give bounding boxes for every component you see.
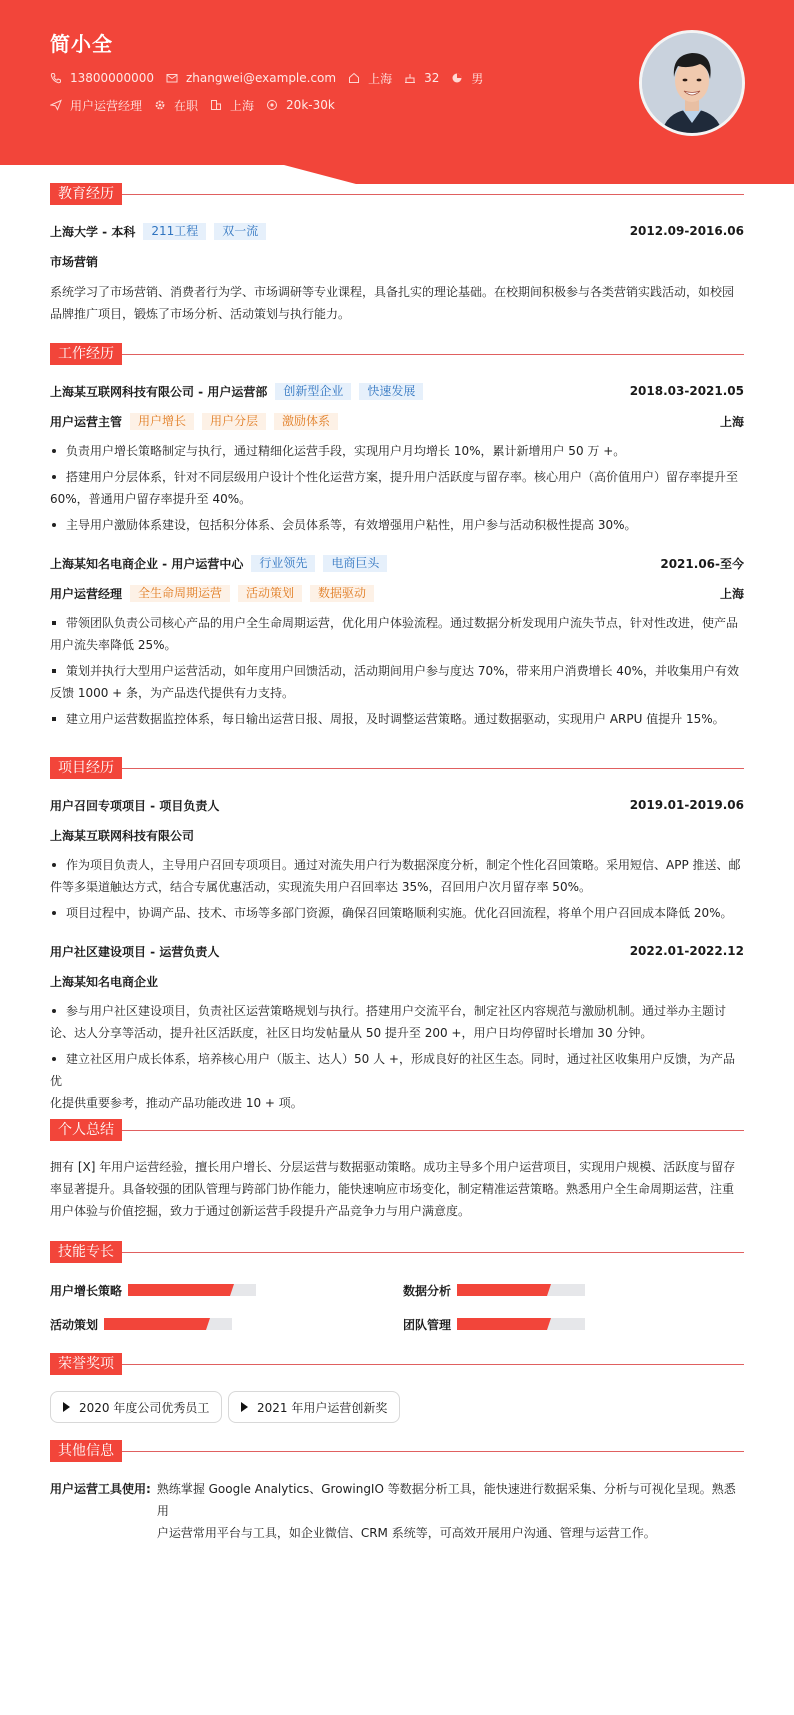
- phone-icon: [50, 72, 62, 84]
- avatar-photo: [642, 33, 742, 133]
- project-name: 用户召回专项项目 - 项目负责人: [50, 798, 220, 813]
- status-text: 在职: [174, 98, 199, 113]
- company-tag: 创新型企业: [275, 383, 351, 400]
- award-item: [228, 1391, 400, 1423]
- age-item: [404, 70, 439, 86]
- project-company: 上海某知名电商企业: [50, 974, 159, 989]
- phone-item: [50, 70, 154, 86]
- section-divider: [122, 1252, 744, 1253]
- project-row: [50, 942, 744, 960]
- section-header: [50, 1241, 744, 1263]
- award-item: [50, 1391, 222, 1423]
- role-tag: 激励体系: [274, 413, 338, 430]
- skill-bar: [104, 1318, 232, 1330]
- resume-header: [0, 0, 794, 184]
- role-tag: 数据驱动: [310, 585, 374, 602]
- summary-text: [50, 1156, 744, 1222]
- education-date: 2012.09-2016.06: [629, 224, 744, 238]
- project-name: 用户社区建设项目 - 运营负责人: [50, 944, 220, 959]
- role-tag: 活动策划: [238, 585, 302, 602]
- school-tag: 211工程: [143, 223, 206, 240]
- section-divider: [122, 1364, 744, 1365]
- job-date: 2021.06-至今: [660, 556, 744, 571]
- send-icon: [50, 99, 62, 111]
- skill-label: 活动策划: [50, 1317, 99, 1332]
- desc-line: 系统学习了市场营销、消费者行为学、市场调研等专业课程，具备扎实的理论基础。在校期间积极参与各类营销实践活动，如校园: [50, 285, 735, 299]
- company-name: 上海某互联网科技有限公司 - 用户运营部: [50, 384, 268, 399]
- job-city: 上海: [719, 414, 744, 429]
- job-company-row: [50, 554, 744, 572]
- job-bullet: 带领团队负责公司核心产品的用户全生命周期运营，优化用户体验流程。通过数据分析发现用户流失节点，针对性改进，使产品 用户流失率降低 25%。: [50, 616, 739, 652]
- section-header: [50, 757, 744, 779]
- building-icon: [210, 99, 222, 111]
- section-title: 个人总结: [50, 1119, 122, 1141]
- other-info-item: [50, 1478, 744, 1544]
- section-title: 荣誉奖项: [50, 1353, 122, 1375]
- section-divider: [122, 1451, 744, 1452]
- status-item: [154, 97, 198, 113]
- mail-icon: [166, 72, 178, 84]
- section-header: [50, 1440, 744, 1462]
- skill-item: [403, 1317, 585, 1331]
- education-row: [50, 222, 744, 240]
- contact-row: [50, 70, 495, 86]
- play-triangle-icon: [63, 1402, 70, 1412]
- section-title: 其他信息: [50, 1440, 122, 1462]
- skill-item: [403, 1283, 585, 1297]
- summary-section: [50, 1119, 744, 1218]
- skill-bar-fill: [457, 1318, 547, 1330]
- position-item: [50, 97, 142, 113]
- gear-icon: [154, 99, 166, 111]
- section-divider: [122, 354, 744, 355]
- section-title: 技能专长: [50, 1241, 122, 1263]
- gender-text: 男: [471, 71, 484, 86]
- phone-text: 13800000000: [70, 71, 154, 85]
- project-date: 2022.01-2022.12: [629, 944, 744, 958]
- skill-label: 数据分析: [403, 1283, 452, 1298]
- education-description: [50, 281, 744, 325]
- location-text: 上海: [368, 71, 393, 86]
- section-header: [50, 343, 744, 365]
- other-section: [50, 1440, 744, 1540]
- major-row: [50, 252, 744, 270]
- job-bullet: 建立用户运营数据监控体系，每日输出运营日报、周报，及时调整运营策略。通过数据驱动，实现用户 ARPU 值提升 15%。: [50, 708, 744, 730]
- job-bullet: 策划并执行大型用户运营活动，如年度用户回馈活动，活动期间用户参与度达 70%，带来用户消费增长 40%，并收集用户有效 反馈 1000 + 条，为产品迭代提供有力支持。: [50, 664, 739, 700]
- summary-line: 率显著提升。具备较强的团队管理与跨部门协作能力，能快速响应市场变化，制定精准运营策略。熟悉用户全生命周期运营，注重: [50, 1182, 735, 1196]
- project-company: 上海某互联网科技有限公司: [50, 828, 195, 843]
- education-section: [50, 183, 744, 321]
- major: 市场营销: [50, 254, 99, 269]
- section-title: 工作经历: [50, 343, 122, 365]
- other-info-text: 熟练掌握 Google Analytics、GrowingIO 等数据分析工具，能快速进行数据采集、分析与可视化呈现。熟悉用 户运营常用平台与工具，如企业微信、CRM 系统等，可高效开展用户沟通、管理与运营工作。: [156, 1482, 736, 1540]
- awards-list: [50, 1391, 744, 1423]
- project-date: 2019.01-2019.06: [629, 798, 744, 812]
- target-city-text: 上海: [230, 98, 255, 113]
- role-tag: 用户分层: [202, 413, 266, 430]
- skill-bar: [128, 1284, 256, 1296]
- section-divider: [122, 768, 744, 769]
- email-item: [166, 70, 336, 86]
- project-bullet: 作为项目负责人，主导用户召回专项项目。通过对流失用户行为数据深度分析，制定个性化召回策略。采用短信、APP 推送、邮 件等多渠道触达方式，结合专属优惠活动，实现流失用户召回率达 35%，召回用户次月留存率 50%。: [50, 858, 741, 894]
- section-header: [50, 183, 744, 205]
- section-header: [50, 1353, 744, 1375]
- other-info-label: 用户运营工具使用:: [50, 1482, 151, 1496]
- school-tag: 双一流: [214, 223, 266, 240]
- job-bullet: 主导用户激励体系建设，包括积分体系、会员体系等，有效增强用户粘性，用户参与活动积极性提高 30%。: [50, 514, 744, 536]
- candidate-name: 简小全: [50, 32, 113, 56]
- gender-item: [451, 70, 483, 86]
- section-header: [50, 1119, 744, 1141]
- salary-text: 20k-30k: [286, 98, 335, 112]
- role-tag: 全生命周期运营: [130, 585, 230, 602]
- skill-bar-fill: [457, 1284, 547, 1296]
- skill-bar-fill: [128, 1284, 230, 1296]
- company-name: 上海某知名电商企业 - 用户运营中心: [50, 556, 244, 571]
- project-bullet: 项目过程中，协调产品、技术、市场等多部门资源，确保召回策略顺利实施。优化召回流程，将单个用户召回成本降低 20%。: [50, 902, 744, 924]
- school-name: 上海大学 - 本科: [50, 224, 136, 239]
- skill-item: [50, 1283, 256, 1297]
- job-intent-row: [50, 97, 347, 113]
- job-role: 用户运营主管: [50, 414, 123, 429]
- home-icon: [348, 72, 360, 84]
- email-text: zhangwei@example.com: [185, 71, 337, 85]
- skill-bar: [457, 1318, 585, 1330]
- work-section: [50, 343, 744, 726]
- age-text: 32: [424, 71, 440, 85]
- desc-line: 品牌推广项目，锻炼了市场分析、活动策划与执行能力。: [50, 307, 351, 321]
- play-triangle-icon: [241, 1402, 248, 1412]
- project-company-row: [50, 826, 744, 844]
- skill-item: [50, 1317, 232, 1331]
- skill-bar-fill: [104, 1318, 206, 1330]
- cake-icon: [404, 72, 416, 84]
- section-title: 教育经历: [50, 183, 122, 205]
- skill-label: 用户增长策略: [50, 1283, 123, 1298]
- job-bullet: 负责用户增长策略制定与执行，通过精细化运营手段，实现用户月均增长 10%，累计新增用户 50 万 +。: [50, 440, 744, 462]
- job-bullet: 搭建用户分层体系，针对不同层级用户设计个性化运营方案，提升用户活跃度与留存率。核心用户（高价值用户）留存率提升至 60%，普通用户留存率提升至 40%。: [50, 470, 739, 506]
- job-city: 上海: [719, 586, 744, 601]
- skill-bar: [457, 1284, 585, 1296]
- job-role: 用户运营经理: [50, 586, 123, 601]
- project-bullet: 建立社区用户成长体系，培养核心用户（版主、达人）50 人 +，形成良好的社区生态。同时，通过社区收集用户反馈，为产品优 化提供重要参考，推动产品功能改进 10 + 项。: [50, 1052, 735, 1110]
- project-bullet: 参与用户社区建设项目，负责社区运营策略规划与执行。搭建用户交流平台，制定社区内容规范与激励机制。通过举办主题讨 论、达人分享等活动，提升社区活跃度，社区日均发帖量从 50 提升至 200 +，用户日均停留时长增加 30 分钟。: [50, 1004, 727, 1040]
- job-role-row: [50, 412, 744, 430]
- award-label: 2020 年度公司优秀员工: [79, 1400, 210, 1415]
- company-tag: 电商巨头: [323, 555, 387, 572]
- summary-line: 拥有 [X] 年用户运营经验，擅长用户增长、分层运营与数据驱动策略。成功主导多个用户运营项目，实现用户规模、活跃度与留存: [50, 1160, 736, 1174]
- gender-icon: [451, 72, 463, 84]
- position-text: 用户运营经理: [70, 98, 143, 113]
- project-row: [50, 796, 744, 814]
- project-company-row: [50, 972, 744, 990]
- job-role-row: [50, 584, 744, 602]
- skills-section: [50, 1241, 744, 1341]
- job-company-row: [50, 382, 744, 400]
- avatar: [639, 30, 745, 136]
- company-tag: 快速发展: [359, 383, 423, 400]
- salary-item: [266, 97, 335, 113]
- target-city-item: [210, 97, 254, 113]
- section-title: 项目经历: [50, 757, 122, 779]
- job-date: 2018.03-2021.05: [629, 384, 744, 398]
- location-item: [348, 70, 392, 86]
- summary-line: 用户体验与价值挖掘，致力于通过创新运营手段提升产品竞争力与用户满意度。: [50, 1204, 471, 1218]
- coin-icon: [266, 99, 278, 111]
- section-divider: [122, 194, 744, 195]
- projects-section: [50, 757, 744, 1110]
- company-tag: 行业领先: [251, 555, 315, 572]
- section-divider: [122, 1130, 744, 1131]
- awards-section: [50, 1353, 744, 1415]
- skill-label: 团队管理: [403, 1317, 452, 1332]
- award-label: 2021 年用户运营创新奖: [257, 1400, 388, 1415]
- role-tag: 用户增长: [130, 413, 194, 430]
